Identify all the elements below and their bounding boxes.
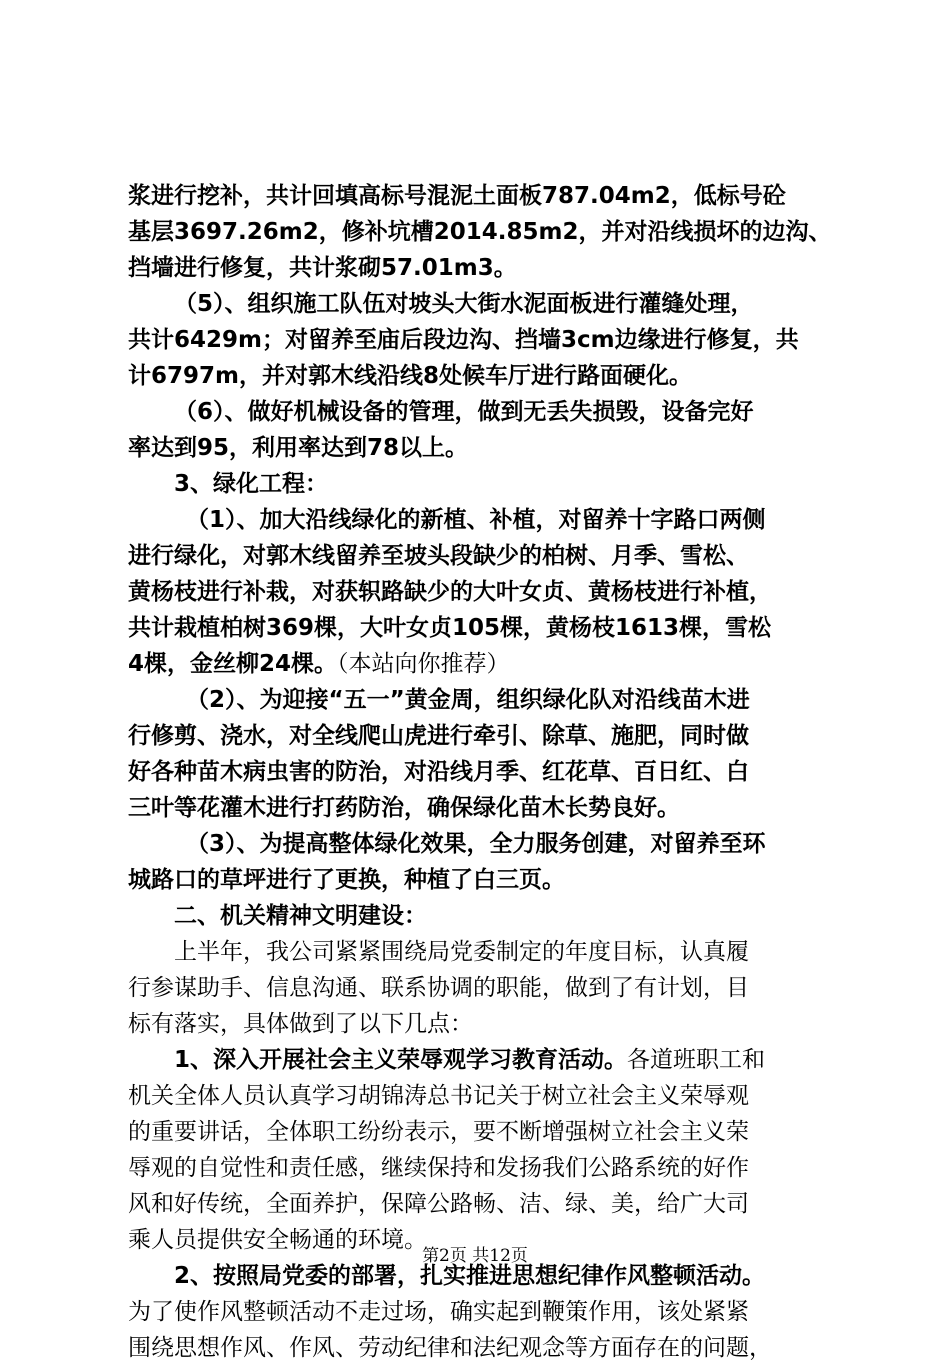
text-line: （2）、为迎接“五一”黄金周，组织绿化队对沿线苗木进 (186, 687, 750, 713)
text-line: 标有落实，具体做到了以下几点： (128, 1011, 473, 1037)
text-line: 黄杨枝进行补栽，对获轵路缺少的大叶女贞、黄杨枝进行补植， (128, 579, 772, 605)
text-segment: 各道班职工和 (627, 1047, 766, 1073)
text-line: 乘人员提供安全畅通的环境。 (128, 1227, 427, 1253)
text-line: 率达到95，利用率达到78以上。 (128, 435, 469, 461)
text-line: 城路口的草坪进行了更换，种植了白三页。 (128, 867, 565, 893)
text-line: 基层3697.26m2，修补坑槽2014.85m2，并对沿线损坏的边沟、 (128, 219, 832, 245)
text-line: 为了使作风整顿活动不走过场，确实起到鞭策作用，该处紧紧 (128, 1299, 749, 1325)
text-line: 行参谋助手、信息沟通、联系协调的职能，做到了有计划，目 (128, 975, 749, 1001)
text-segment: 4棵，金丝柳24棵。 (128, 651, 338, 677)
item-heading: 2、按照局党委的部署，扎实推进思想纪律作风整顿活动。 (174, 1263, 766, 1289)
item-heading: 1、深入开展社会主义荣辱观学习教育活动。 (174, 1047, 628, 1073)
page-footer: 第2页 共12页 (422, 1246, 528, 1266)
text-line: 共计6429m；对留养至庙后段边沟、挡墙3cm边缘进行修复，共 (128, 327, 799, 353)
text-line: （1）、加大沿线绿化的新植、补植，对留养十字路口两侧 (186, 507, 766, 533)
text-line: （3）、为提高整体绿化效果，全力服务创建，对留养至环 (186, 831, 766, 857)
text-line: 好各种苗木病虫害的防治，对沿线月季、红花草、百日红、白 (128, 759, 749, 785)
text-line: 挡墙进行修复，共计浆砌57.01m3。 (128, 255, 517, 281)
text-line (128, 1042, 834, 1078)
text-line: （5）、组织施工队伍对坡头大街水泥面板进行灌缝处理， (174, 291, 754, 317)
text-line: 浆进行挖补，共计回填高标号混泥土面板787.04m2，低标号砼 (128, 183, 786, 209)
text-line: 三叶等花灌木进行打药防治，确保绿化苗木长势良好。 (128, 795, 680, 821)
body-text (128, 178, 834, 1366)
text-line: 风和好传统，全面养护，保障公路畅、洁、绿、美，给广大司 (128, 1191, 749, 1217)
section-heading: 3、绿化工程： (174, 471, 329, 497)
text-line: 进行绿化，对郭木线留养至坡头段缺少的柏树、月季、雪松、 (128, 543, 749, 569)
section-heading: 二、机关精神文明建设： (174, 903, 427, 929)
text-line: 的重要讲话，全体职工纷纷表示，要不断增强树立社会主义荣 (128, 1119, 749, 1145)
text-line: 共计栽植柏树369棵，大叶女贞105棵，黄杨枝1613棵，雪松 (128, 615, 772, 641)
text-line: 机关全体人员认真学习胡锦涛总书记关于树立社会主义荣辱观 (128, 1083, 749, 1109)
text-line: 行修剪、浇水，对全线爬山虎进行牵引、除草、施肥，同时做 (128, 723, 749, 749)
inline-note: （本站向你推荐） (337, 651, 510, 677)
text-line: 辱观的自觉性和责任感，继续保持和发扬我们公路系统的好作 (128, 1155, 749, 1181)
text-line: 围绕思想作风、作风、劳动纪律和法纪观念等方面存在的问题， (128, 1335, 772, 1361)
text-line: 上半年，我公司紧紧围绕局党委制定的年度目标，认真履 (174, 939, 749, 965)
text-line (128, 646, 834, 682)
text-line: 计6797m，并对郭木线沿线8处候车厅进行路面硬化。 (128, 363, 692, 389)
text-line: （6）、做好机械设备的管理，做到无丢失损毁，设备完好 (174, 399, 754, 425)
